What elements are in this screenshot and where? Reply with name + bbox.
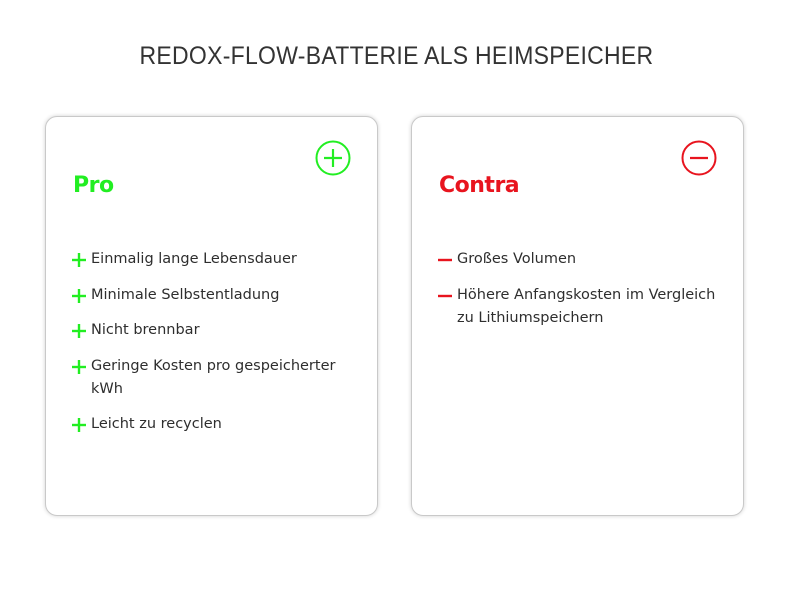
list-item — [71, 248, 357, 271]
list-item-text: Leicht zu recyclen — [91, 416, 222, 432]
contra-list — [437, 248, 723, 342]
plus-icon — [71, 319, 87, 342]
pro-list — [71, 248, 357, 449]
minus-circle-icon — [681, 140, 717, 176]
minus-icon — [437, 248, 453, 271]
list-item — [71, 355, 357, 401]
list-item — [71, 319, 357, 342]
plus-icon — [71, 355, 87, 378]
list-item — [437, 248, 723, 271]
list-item-text: Höhere Anfangskosten im Vergleich zu Lithiumspeichern — [457, 286, 716, 326]
list-item-text: Geringe Kosten pro gespeicherter kWh — [91, 357, 336, 397]
list-item-text: Minimale Selbstentladung — [91, 286, 280, 303]
pro-heading: Pro — [73, 173, 114, 198]
list-item-text: Einmalig lange Lebensdauer — [91, 251, 297, 267]
plus-icon — [71, 413, 87, 436]
plus-icon — [71, 248, 87, 271]
contra-card — [411, 116, 744, 516]
page-title: REDOX-FLOW-BATTERIE ALS HEIMSPEICHER — [139, 42, 654, 70]
list-item — [71, 284, 357, 307]
list-item-text: Großes Volumen — [457, 251, 577, 267]
minus-icon — [437, 284, 453, 307]
contra-heading: Contra — [439, 173, 520, 198]
list-item — [437, 284, 723, 330]
list-item — [71, 413, 357, 436]
list-item-text: Nicht brennbar — [91, 322, 200, 338]
plus-icon — [71, 284, 87, 307]
pro-card — [45, 116, 378, 516]
plus-circle-icon — [315, 140, 351, 176]
